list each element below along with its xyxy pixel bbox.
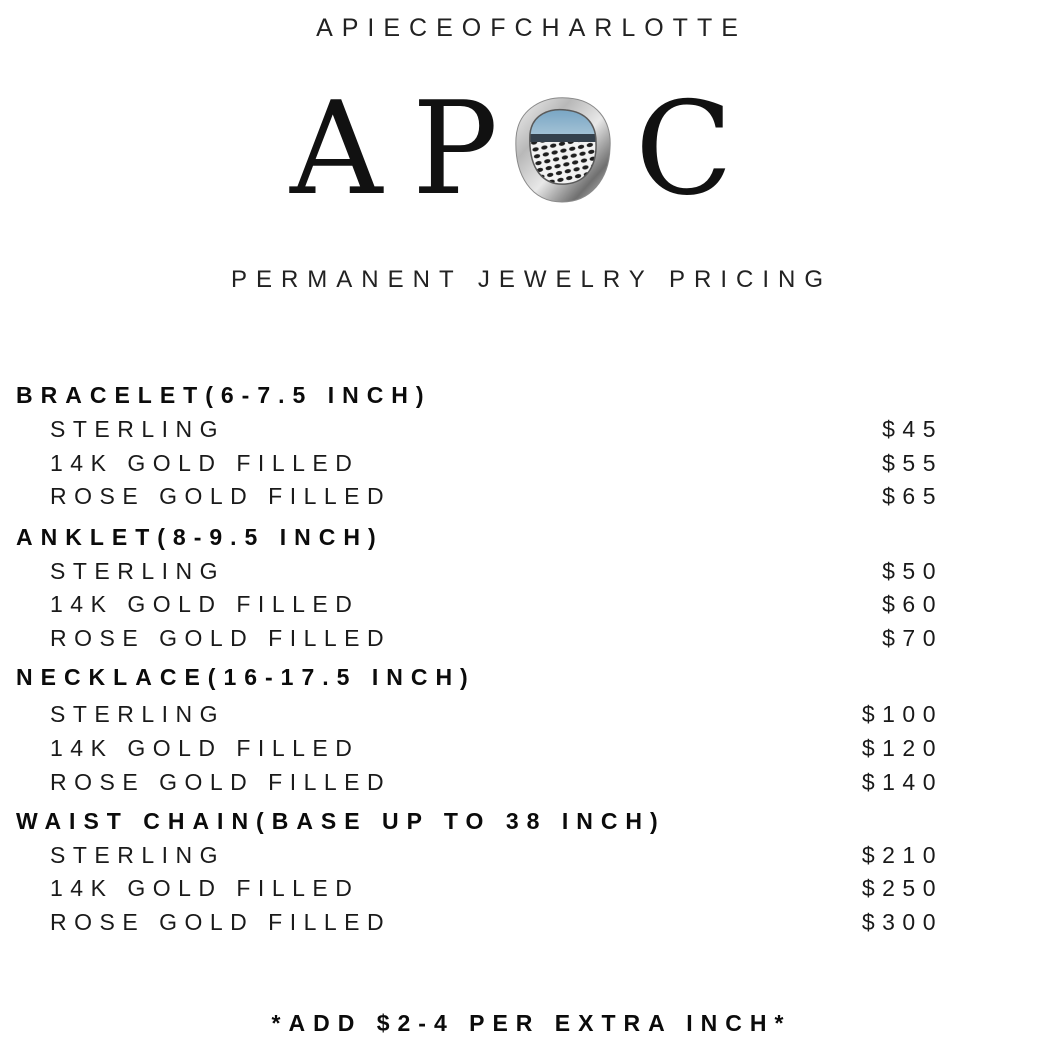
item-label: 14K GOLD FILLED [50, 875, 360, 901]
item-label: STERLING [50, 558, 226, 584]
item-label: ROSE GOLD FILLED [50, 625, 392, 651]
item-price: $45 [882, 416, 943, 442]
item-label: 14K GOLD FILLED [50, 735, 360, 761]
logo-letter-a: A [290, 75, 383, 224]
item-label: STERLING [50, 842, 226, 868]
item-label: 14K GOLD FILLED [50, 591, 360, 617]
item-label: ROSE GOLD FILLED [50, 769, 392, 795]
item-label: 14K GOLD FILLED [50, 450, 360, 476]
extra-inch-note: *ADD $2-4 PER EXTRA INCH* [271, 1010, 792, 1036]
section-heading-waist-chain: WAIST CHAIN(BASE UP TO 38 INCH) [16, 808, 666, 834]
section-heading-necklace: NECKLACE(16-17.5 INCH) [16, 664, 476, 690]
item-label: ROSE GOLD FILLED [50, 483, 392, 509]
item-label: STERLING [50, 701, 226, 727]
section-heading-bracelet: BRACELET(6-7.5 INCH) [16, 382, 432, 408]
item-label: STERLING [50, 416, 226, 442]
brand-name-top: APIECEOFCHARLOTTE [316, 14, 747, 42]
item-price: $55 [882, 450, 943, 476]
apoc-logo [290, 75, 733, 224]
item-price: $60 [882, 591, 943, 617]
logo-letter-c: C [635, 75, 733, 224]
item-price: $300 [861, 909, 943, 935]
item-price: $250 [861, 875, 943, 901]
item-price: $50 [882, 558, 943, 584]
item-price: $210 [861, 842, 943, 868]
item-price: $120 [861, 735, 943, 761]
item-price: $140 [861, 769, 943, 795]
section-heading-anklet: ANKLET(8-9.5 INCH) [16, 524, 384, 550]
logo-letter-p: P [412, 75, 499, 224]
item-label: ROSE GOLD FILLED [50, 909, 392, 935]
item-price: $70 [882, 625, 943, 651]
item-price: $100 [861, 701, 943, 727]
chrome-ring-icon [510, 94, 614, 206]
page-subtitle: PERMANENT JEWELRY PRICING [230, 266, 833, 293]
item-price: $65 [882, 483, 943, 509]
